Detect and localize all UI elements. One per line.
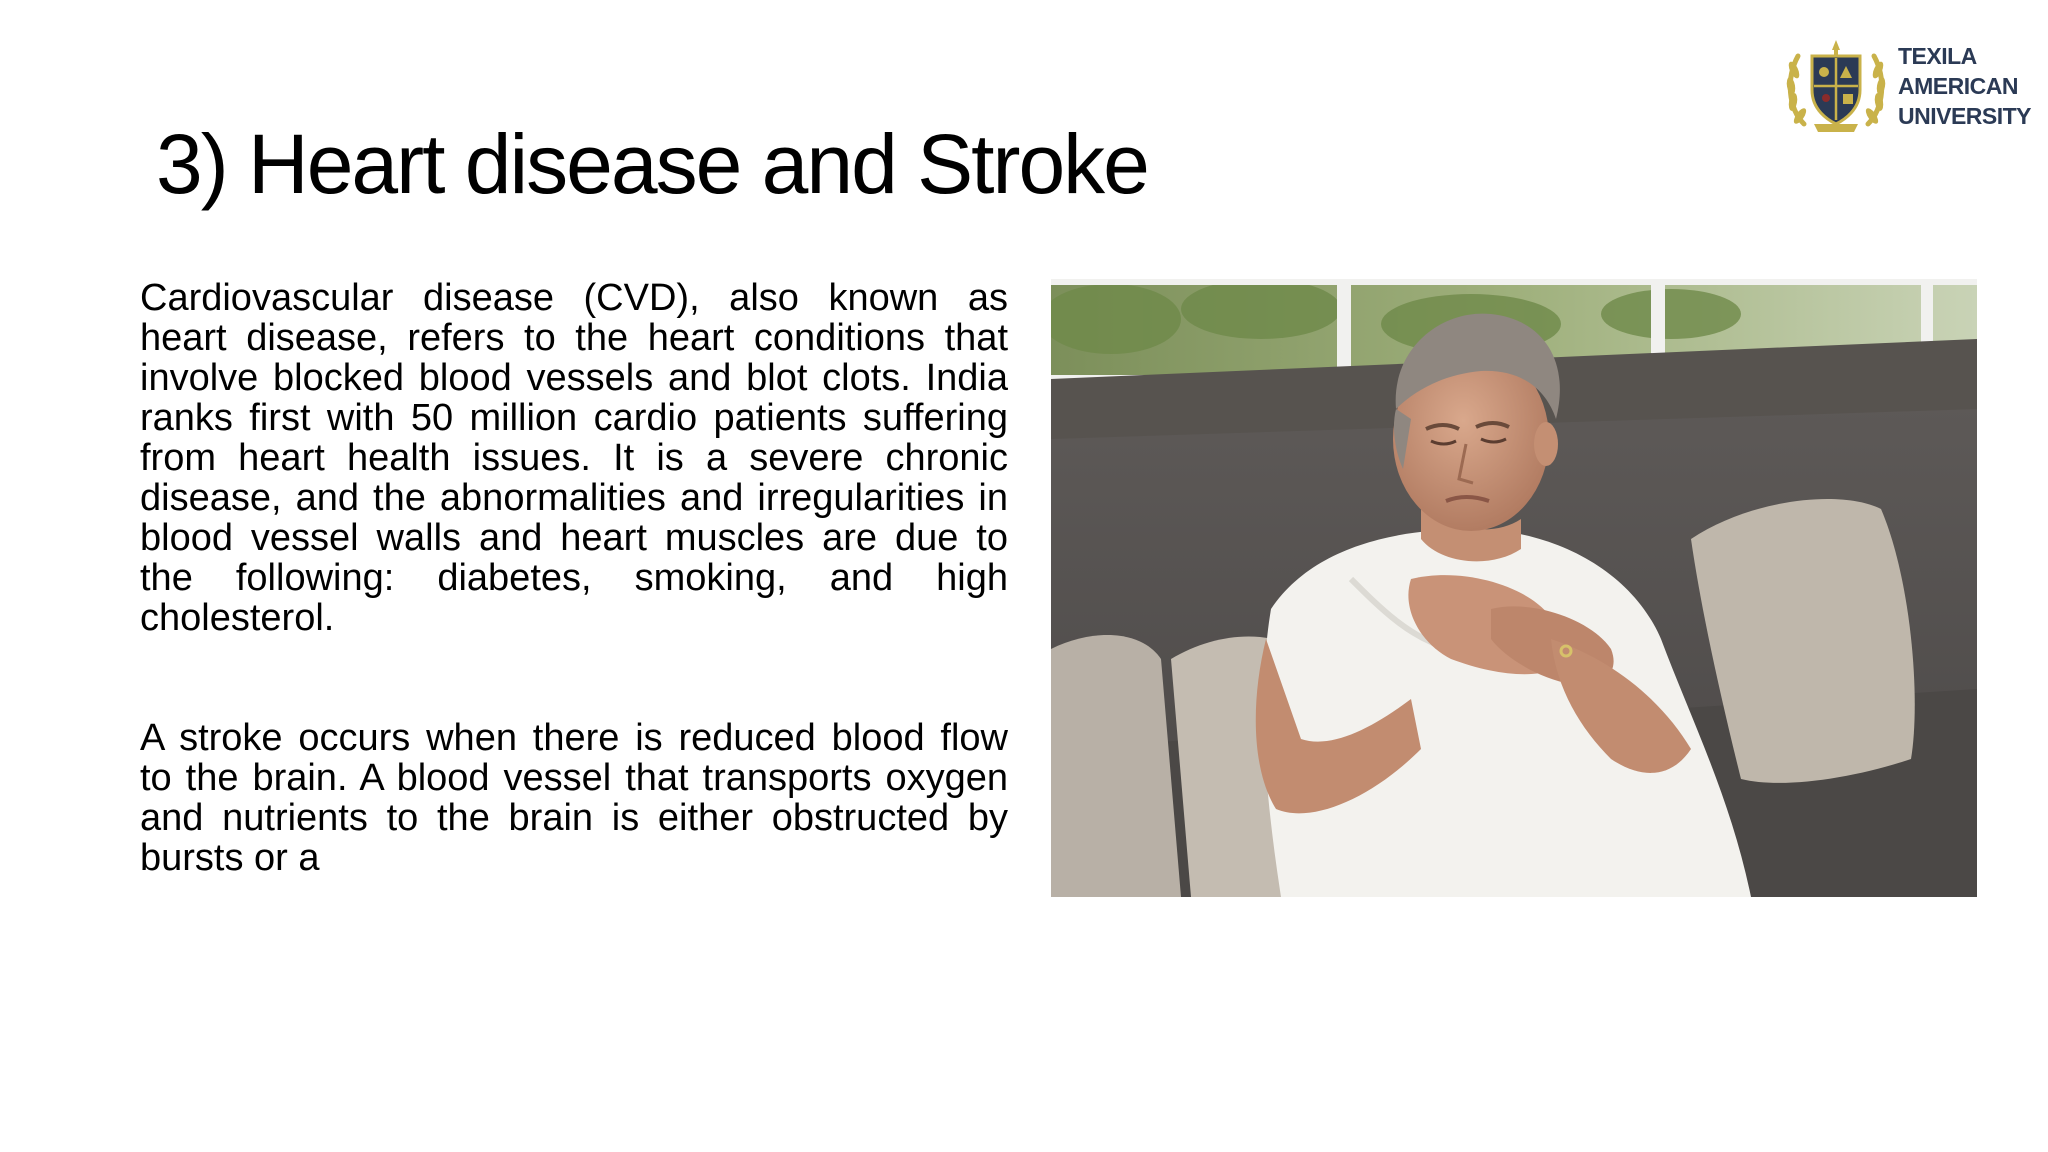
logo-line-3: UNIVERSITY: [1898, 103, 2032, 129]
logo-line-2: AMERICAN: [1898, 73, 2018, 99]
photo-illustration: [1051, 279, 1977, 897]
university-crest-icon: [1782, 34, 1890, 138]
logo-line-1: TEXILA: [1898, 43, 1977, 69]
body-text: [140, 278, 1008, 878]
paragraph-cvd: Cardiovascular disease (CVD), also known as heart disease, refers to the heart conditions that involve blocked blood vessels and blot clots. India ranks first with 50 million cardio patients suffering from heart health issues. It is a severe chronic disease, and the abnormalities and irregularities in blood vessel walls and heart muscles are due to the following: diabetes, smoking, and high cholesterol.: [140, 277, 1008, 639]
university-name: [1898, 41, 2031, 131]
man-clutching-chest-photo: [1051, 279, 1977, 897]
slide-title: 3) Heart disease and Stroke: [156, 117, 1148, 211]
university-logo: [1782, 34, 2032, 138]
paragraph-stroke: A stroke occurs when there is reduced blood flow to the brain. A blood vessel that transports oxygen and nutrients to the brain is either obstructed by bursts or a: [140, 717, 1008, 879]
